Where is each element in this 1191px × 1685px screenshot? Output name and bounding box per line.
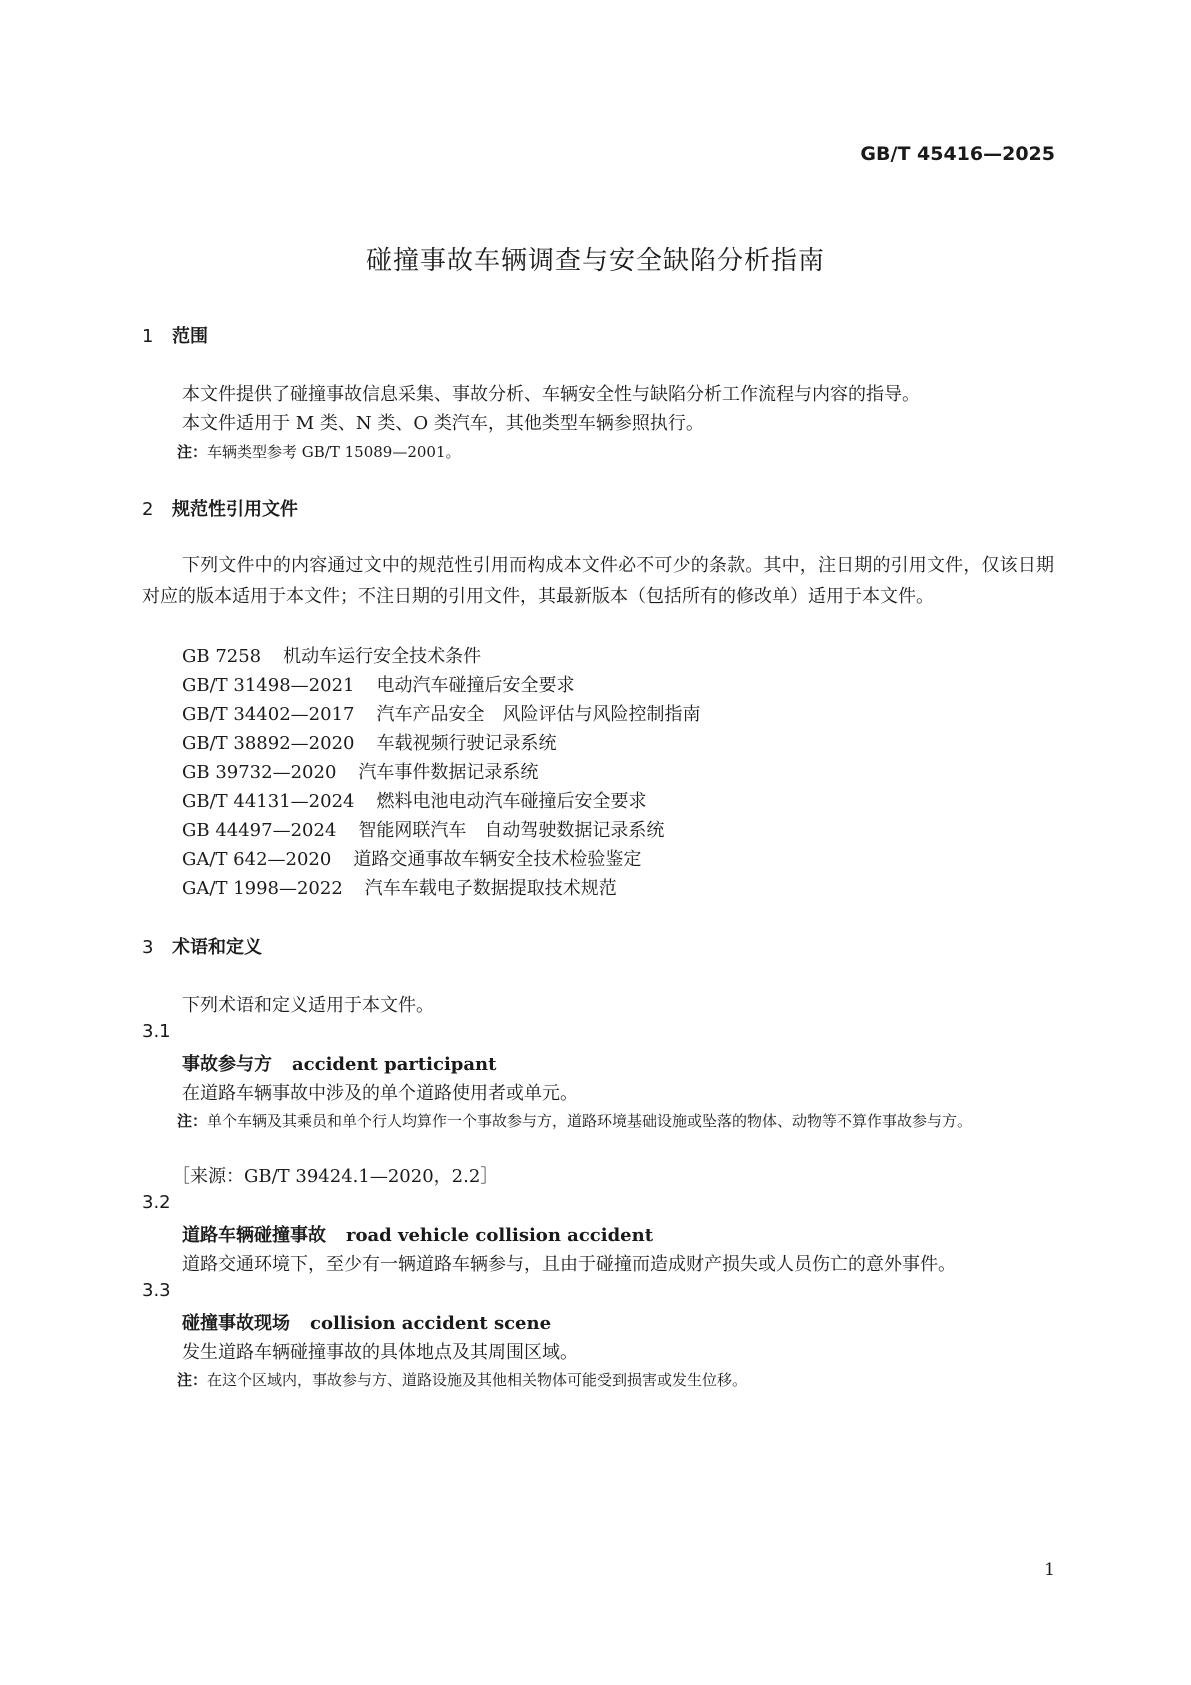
ref-code: GB 39732—2020 bbox=[182, 762, 337, 783]
clause-number: 3.3 bbox=[142, 1280, 171, 1301]
term-en: road vehicle collision accident bbox=[346, 1225, 654, 1246]
term-en: collision accident scene bbox=[310, 1313, 552, 1334]
section-title: 术语和定义 bbox=[172, 937, 262, 958]
reference-item bbox=[182, 642, 481, 668]
reference-item bbox=[182, 700, 700, 726]
note bbox=[177, 441, 461, 462]
ref-title: 汽车事件数据记录系统 bbox=[358, 762, 539, 783]
ref-code: GB/T 38892—2020 bbox=[182, 733, 355, 754]
ref-title: 燃料电池电动汽车碰撞后安全要求 bbox=[376, 791, 647, 812]
term-heading bbox=[182, 1309, 551, 1335]
clause-number: 3.2 bbox=[142, 1192, 171, 1213]
ref-code: GB/T 44131—2024 bbox=[182, 791, 355, 812]
term-heading bbox=[182, 1050, 496, 1076]
paragraph: 本文件提供了碰撞事故信息采集、事故分析、车辆安全性与缺陷分析工作流程与内容的指导。 bbox=[182, 384, 920, 405]
ref-title: 电动汽车碰撞后安全要求 bbox=[376, 675, 575, 696]
ref-code: GB/T 31498—2021 bbox=[182, 675, 355, 696]
note bbox=[177, 1108, 1093, 1134]
reference-item bbox=[182, 816, 664, 842]
reference-item bbox=[182, 845, 641, 871]
intro-paragraph: 下列文件中的内容通过文中的规范性引用而构成本文件必不可少的条款。其中，注日期的引用文件，仅该日期对应的版本适用于本文件；不注日期的引用文件，其最新版本（包括所有的修改单）适用于本文件。 bbox=[142, 555, 1054, 607]
ref-code: GA/T 1998—2022 bbox=[182, 878, 343, 899]
reference-item bbox=[182, 758, 538, 784]
section-title: 规范性引用文件 bbox=[172, 499, 298, 520]
term-heading bbox=[182, 1221, 653, 1247]
section-number: 2 bbox=[142, 499, 154, 520]
paragraph: 下列术语和定义适用于本文件。 bbox=[182, 995, 434, 1016]
ref-code: GB 44497—2024 bbox=[182, 820, 337, 841]
term-zh: 碰撞事故现场 bbox=[182, 1313, 290, 1334]
term-source: ［来源：GB/T 39424.1—2020，2.2］ bbox=[172, 1166, 499, 1187]
paragraph: 本文件适用于 M 类、N 类、O 类汽车，其他类型车辆参照执行。 bbox=[182, 413, 704, 434]
ref-title: 机动车运行安全技术条件 bbox=[283, 646, 482, 667]
ref-code: GB/T 34402—2017 bbox=[182, 704, 355, 725]
section-number: 1 bbox=[142, 326, 154, 347]
section-2-heading bbox=[142, 495, 298, 521]
section-title: 范围 bbox=[172, 326, 208, 347]
note-label: 注： bbox=[177, 1371, 208, 1389]
note bbox=[177, 1369, 747, 1390]
clause-number: 3.1 bbox=[142, 1021, 171, 1042]
section-3-heading bbox=[142, 933, 262, 959]
ref-code: GB 7258 bbox=[182, 646, 262, 667]
ref-title: 道路交通事故车辆安全技术检验鉴定 bbox=[353, 849, 642, 870]
ref-title: 汽车车载电子数据提取技术规范 bbox=[364, 878, 617, 899]
note-label: 注： bbox=[177, 443, 208, 461]
term-zh: 道路车辆碰撞事故 bbox=[182, 1225, 326, 1246]
ref-title: 汽车产品安全 风险评估与风险控制指南 bbox=[376, 704, 701, 725]
document-title: 碰撞事故车辆调查与安全缺陷分析指南 bbox=[365, 246, 825, 276]
reference-item bbox=[182, 729, 556, 755]
note-text: 单个车辆及其乘员和单个行人均算作一个事故参与方，道路环境基础设施或坠落的物体、动物等不算作事故参与方。 bbox=[207, 1112, 973, 1130]
term-definition: 发生道路车辆碰撞事故的具体地点及其周围区域。 bbox=[182, 1342, 578, 1363]
standard-code: GB/T 45416—2025 bbox=[860, 143, 1055, 165]
ref-title: 车载视频行驶记录系统 bbox=[376, 733, 557, 754]
reference-item bbox=[182, 874, 617, 900]
ref-code: GA/T 642—2020 bbox=[182, 849, 332, 870]
term-definition: 在道路车辆事故中涉及的单个道路使用者或单元。 bbox=[182, 1083, 578, 1104]
term-en: accident participant bbox=[292, 1054, 497, 1075]
ref-title: 智能网联汽车 自动驾驶数据记录系统 bbox=[358, 820, 665, 841]
note-label: 注： bbox=[177, 1112, 208, 1130]
note-text: 在这个区域内，事故参与方、道路设施及其他相关物体可能受到损害或发生位移。 bbox=[207, 1371, 748, 1389]
term-zh: 事故参与方 bbox=[182, 1054, 272, 1075]
reference-item bbox=[182, 671, 574, 697]
term-definition: 道路交通环境下，至少有一辆道路车辆参与，且由于碰撞而造成财产损失或人员伤亡的意外事件。 bbox=[182, 1254, 956, 1275]
page-number: 1 bbox=[1044, 1560, 1055, 1580]
section-1-heading bbox=[142, 322, 208, 348]
reference-item bbox=[182, 787, 646, 813]
section-number: 3 bbox=[142, 937, 154, 958]
note-text: 车辆类型参考 GB/T 15089—2001。 bbox=[207, 443, 461, 461]
